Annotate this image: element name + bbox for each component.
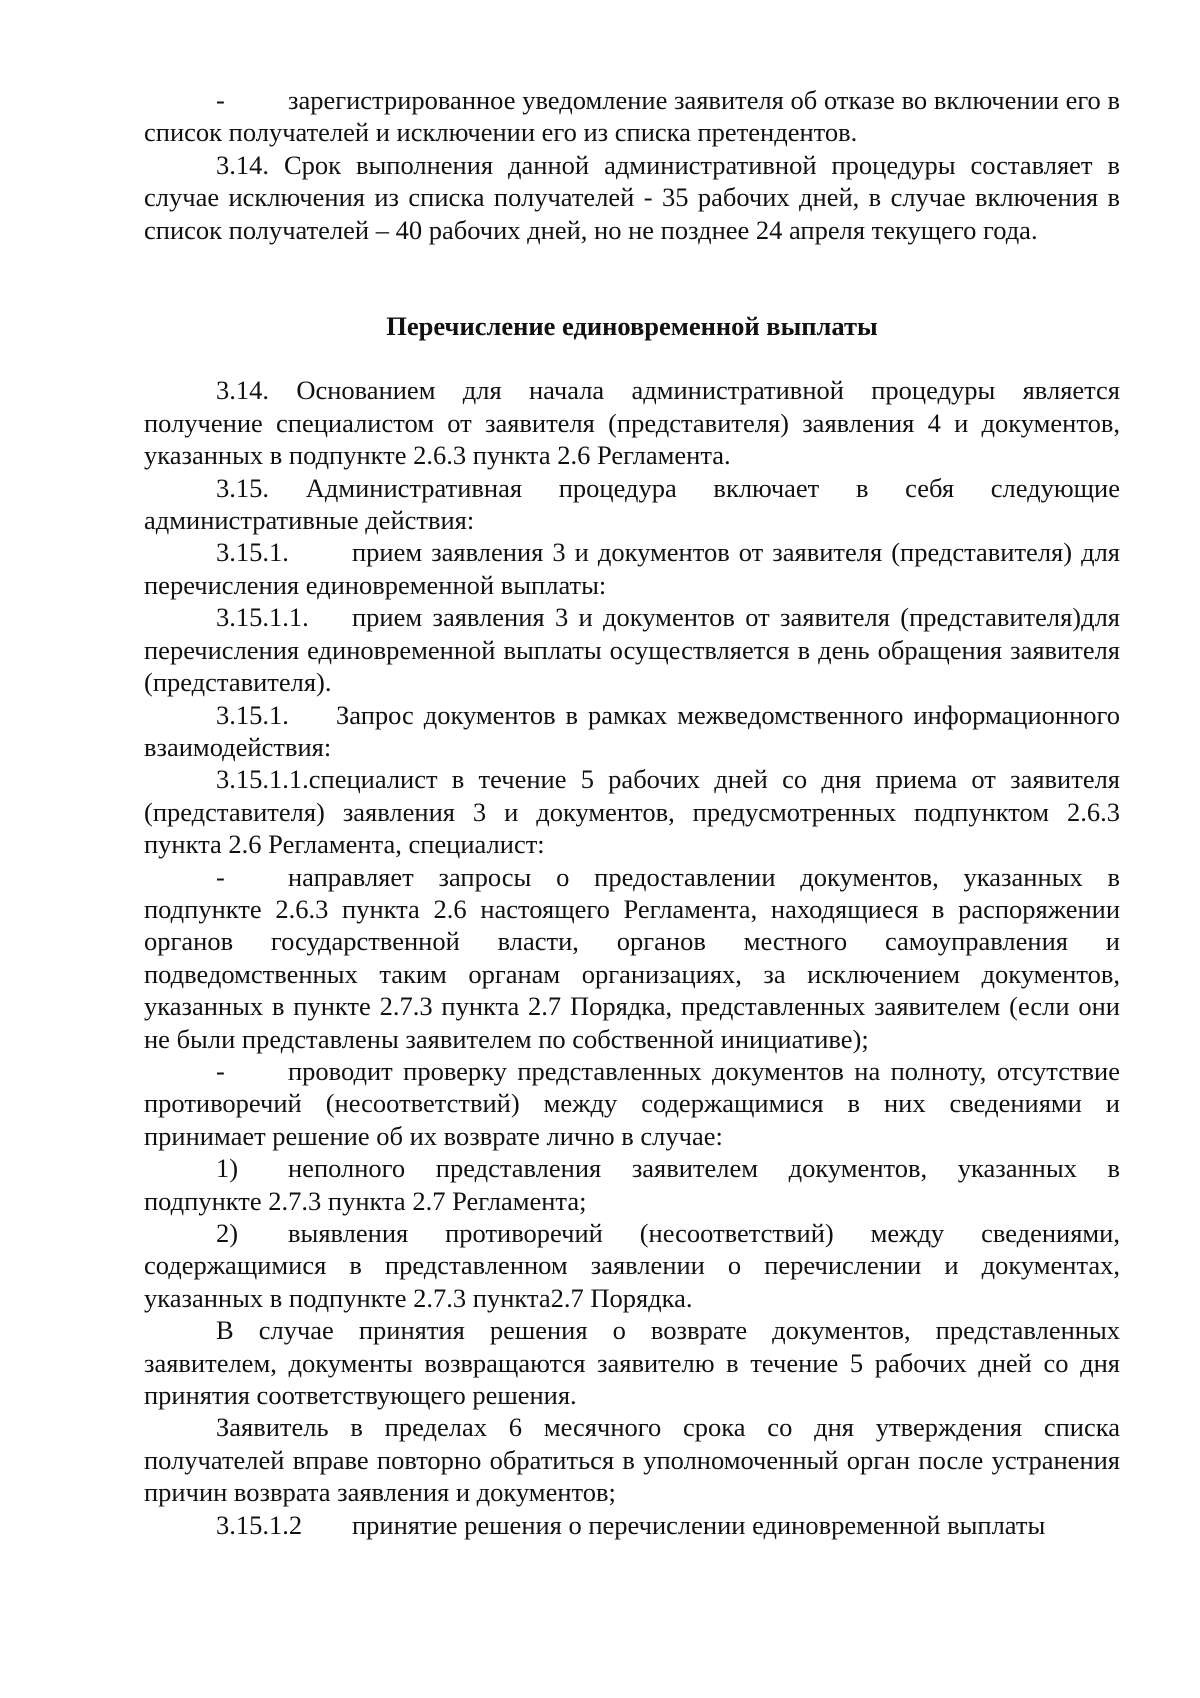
list-dash: - [216, 85, 225, 115]
paragraph-3-15-1 [144, 536, 1120, 601]
paragraph-notice [144, 84, 1120, 149]
paragraph-text: зарегистрированное уведомление заявителя об отказе во включении его в список получателей и исключении его из списка претендентов. [144, 85, 1120, 148]
paragraph-request [144, 699, 1120, 764]
paragraph-requests [144, 861, 1120, 1055]
paragraph-text: проводит проверку представленных документов на полноту, отсутствие противоречий (несоответствий) между содержащимися в них сведениями и принимает решение об их возврате лично в случае: [144, 1055, 1120, 1151]
paragraph-specialist: 3.15.1.1.специалист в течение 5 рабочих дней со дня приема от заявителя (представителя) заявления 3 и документов, предусмотренных подпунктом 2.6.3 пункта 2.6 Регламента, специалист: [144, 764, 1120, 860]
paragraph-item-2 [144, 1217, 1120, 1314]
clause-number: 3.15.1. [216, 699, 289, 730]
paragraph-text: прием заявления 3 и документов от заявителя (представителя)для перечисления единовременной выплаты осуществляется в день обращения заявителя (представителя). [144, 602, 1120, 698]
paragraph-decision [144, 1509, 1120, 1541]
paragraph-check [144, 1055, 1120, 1152]
paragraph-procedure: 3.15. Административная процедура включает в себя следующие административные действия: [144, 472, 1120, 536]
paragraph-text: Запрос документов в рамках межведомственного информационного взаимодействия: [144, 699, 1120, 762]
spacer [144, 246, 1120, 310]
clause-number: 3.15.1.1. [216, 602, 309, 633]
clause-number: 3.15.1. [216, 537, 289, 568]
paragraph-resubmit: Заявитель в пределах 6 месячного срока со дня утверждения списка получателей вправе повторно обратиться в уполномоченный орган после устранения причин возврата заявления и документов; [144, 1412, 1120, 1508]
list-number: 2) [216, 1218, 239, 1248]
paragraph-text: неполного представления заявителем документов, указанных в подпункте 2.7.3 пункта 2.7 Регламента; [144, 1153, 1120, 1216]
paragraph-text: выявления противоречий (несоответствий) между сведениями, содержащимися в представленном заявлении о перечислении и документах, указанных в подпункте 2.7.3 пункта2.7 Порядка. [144, 1218, 1120, 1313]
paragraph-text: прием заявления 3 и документов от заявителя (представителя) для перечисления единовременной выплаты: [144, 537, 1120, 600]
section-heading: Перечисление единовременной выплаты [386, 311, 878, 342]
paragraph-basis: 3.14. Основанием для начала административной процедуры является получение специалистом от заявителя (представителя) заявления 4 и документов, указанных в подпункте 2.6.3 пункта 2.6 Регламента. [144, 375, 1120, 471]
clause-number: 3.15.1.2 [216, 1509, 303, 1540]
paragraph-text: направляет запросы о предоставлении документов, указанных в подпункте 2.6.3 пункта 2.6 настоящего Регламента, находящиеся в распоряжении органов государственной власти, органов местного самоуправления и подведомственных таким органам организациях, за исключением документов, указанных в пункте 2.7.3 пункта 2.7 Порядка, представленных заявителем (если они не были представлены заявителем по собственной инициативе); [144, 861, 1120, 1054]
document-page [144, 84, 1120, 1541]
paragraph-text: принятие решения о перечислении единовременной выплаты [352, 1509, 1046, 1540]
list-number: 1) [216, 1153, 239, 1184]
list-dash: - [216, 861, 225, 892]
list-dash: - [216, 1055, 225, 1086]
paragraph-3-15-1-1 [144, 601, 1120, 698]
paragraph-return: В случае принятия решения о возврате документов, представленных заявителем, документы возвращаются заявителю в течение 5 рабочих дней со дня принятия соответствующего решения. [144, 1315, 1120, 1411]
spacer [144, 342, 1120, 374]
paragraph-item-1 [144, 1152, 1120, 1217]
paragraph-deadline: 3.14. Срок выполнения данной административной процедуры составляет в случае исключения из списка получателей - 35 рабочих дней, в случае включения в список получателей – 40 рабочих дней, но не позднее 24 апреля текущего года. [144, 149, 1120, 245]
